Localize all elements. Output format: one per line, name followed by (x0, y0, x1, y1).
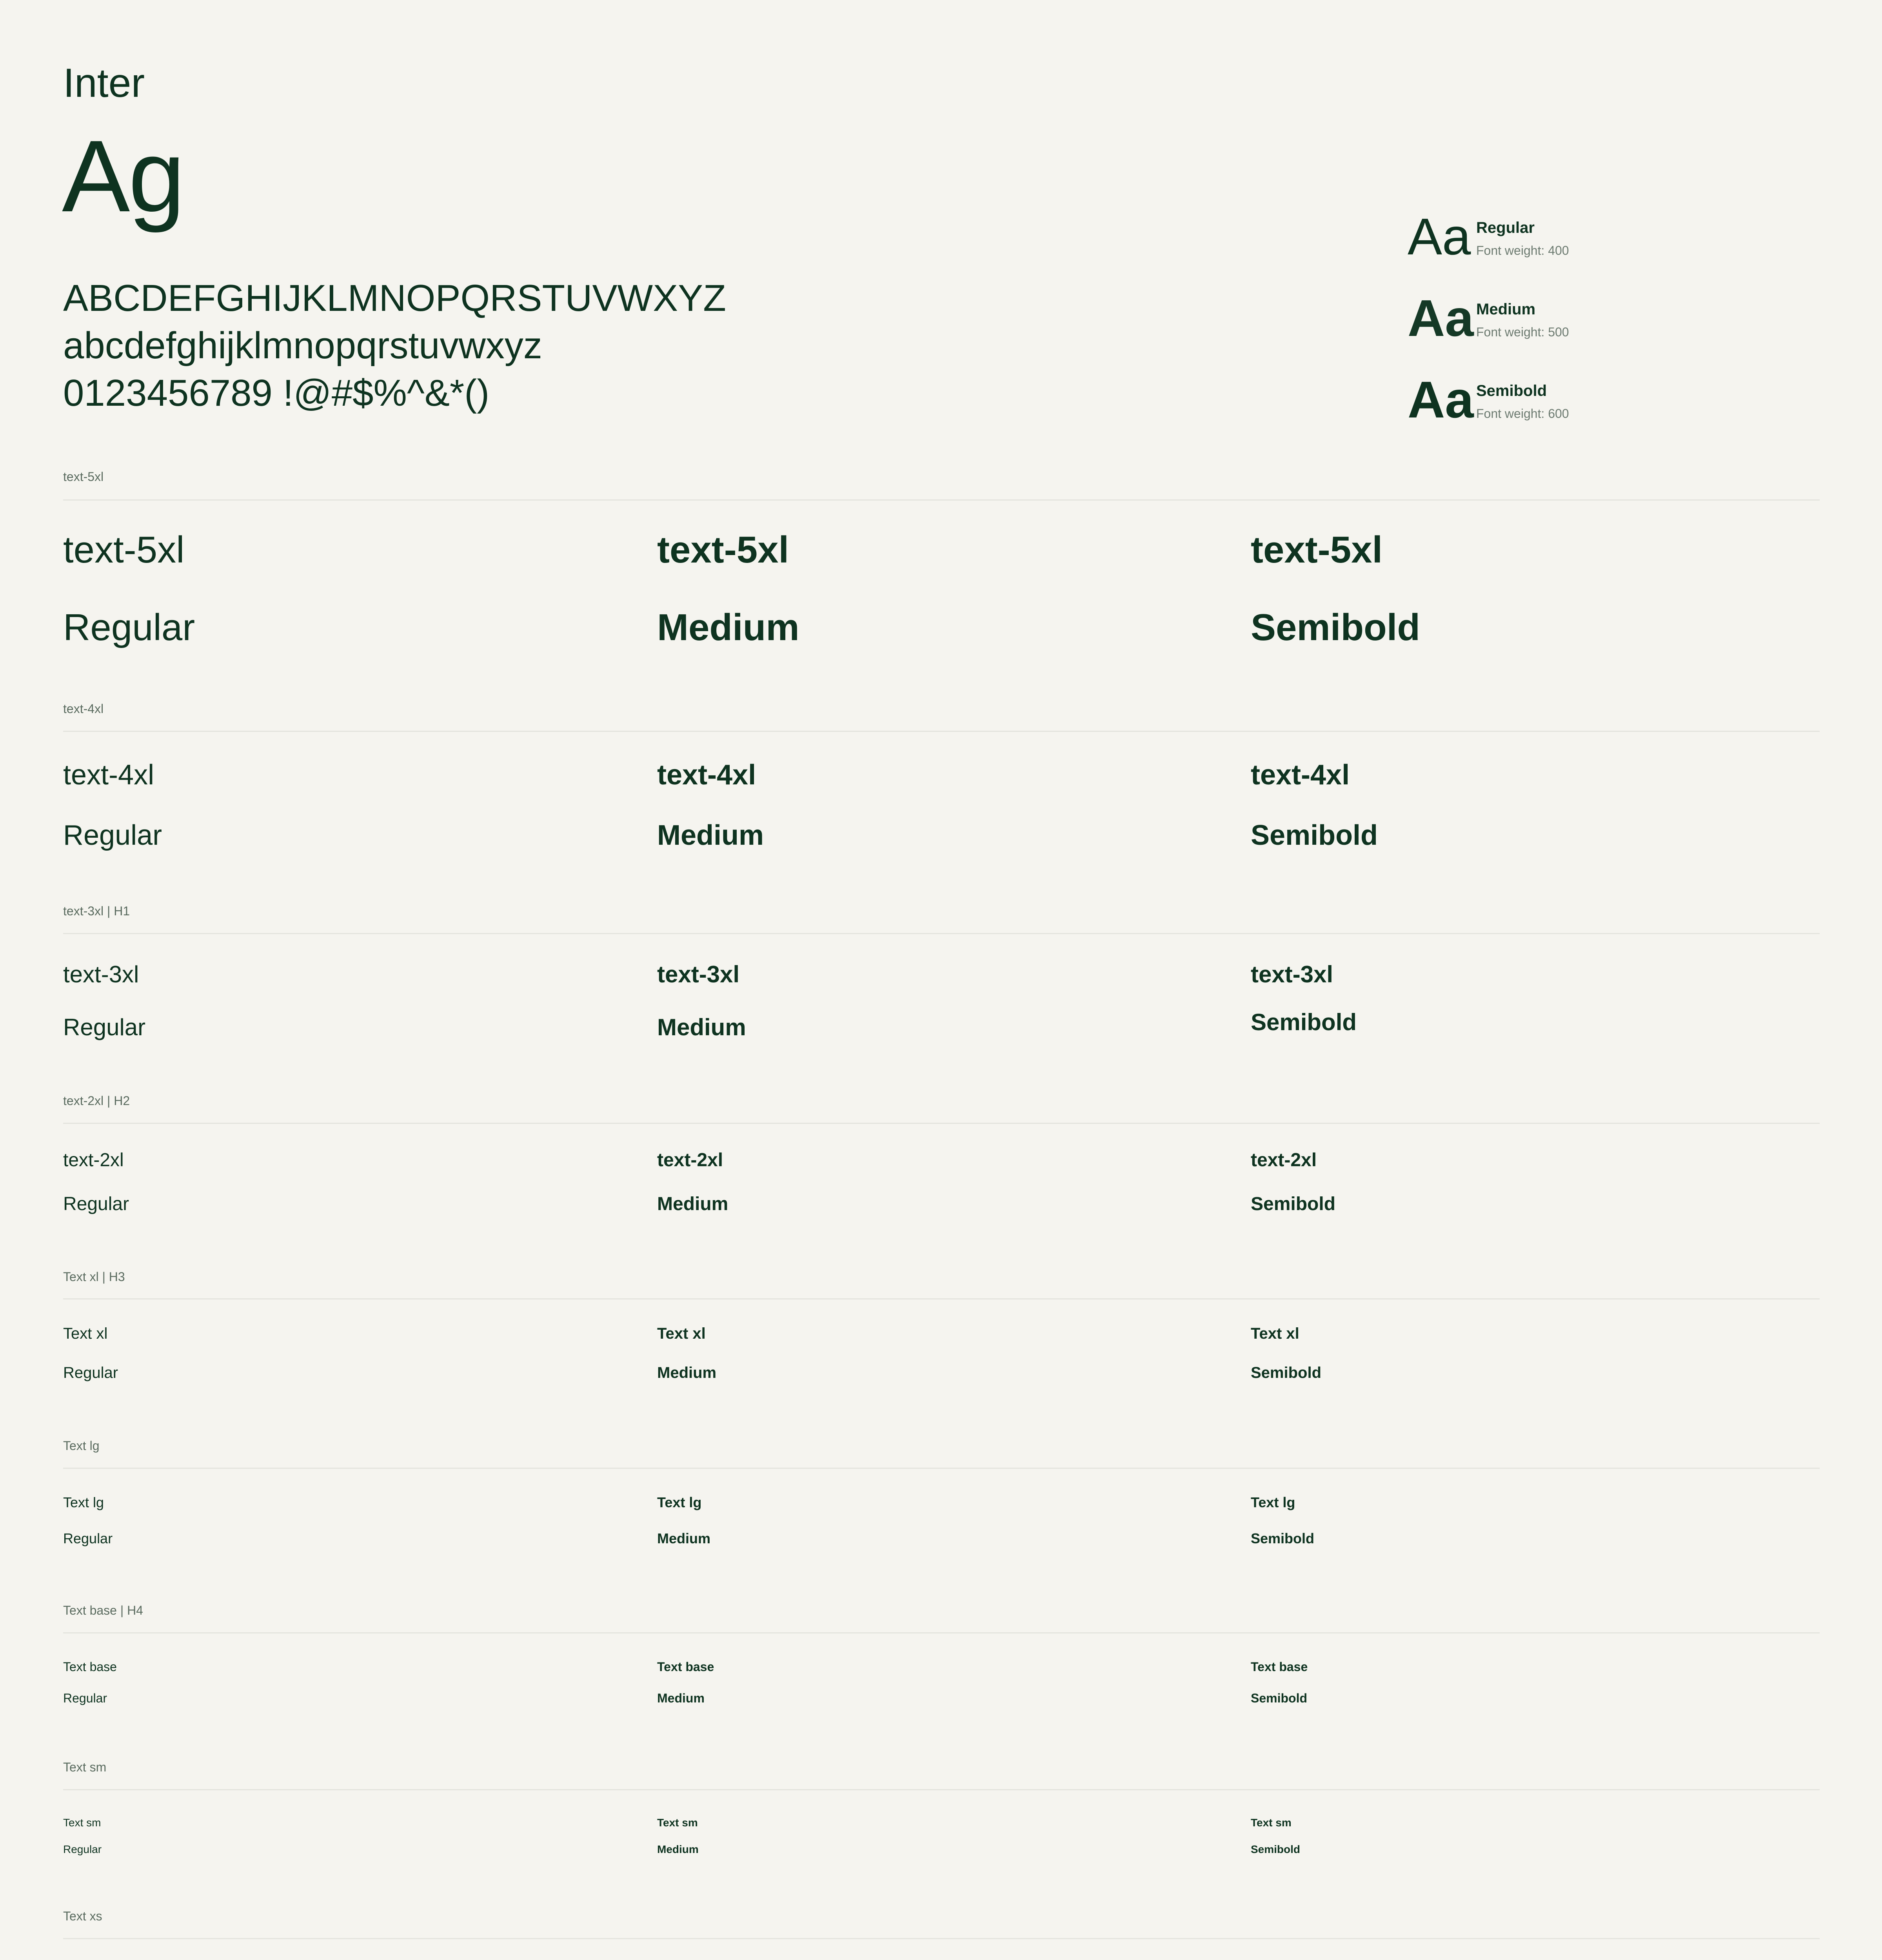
weight-regular (1408, 196, 1569, 278)
weight-name-medium: Medium (657, 1364, 717, 1381)
sample-semibold: Text xl (1251, 1325, 1299, 1342)
weight-name-regular: Regular (63, 1530, 113, 1546)
weight-name-regular: Regular (63, 606, 195, 648)
weight-name-medium: Medium (657, 1530, 711, 1546)
weight-semibold (1408, 359, 1569, 441)
weight-name-semibold: Semibold (1251, 1843, 1301, 1855)
charset-uppercase: ABCDEFGHIJKLMNOPQRSTUVWXYZ (63, 277, 726, 319)
sample-semibold: Text sm (1251, 1817, 1292, 1829)
section-label-text-lg: Text lg (63, 1439, 100, 1453)
divider (63, 499, 1820, 501)
weight-name-regular: Regular (63, 1014, 146, 1040)
weight-value: Font weight: 600 (1476, 407, 1569, 421)
divider (63, 1938, 1820, 1939)
weight-name-semibold: Semibold (1251, 1530, 1315, 1546)
section-label-text-3xl: text-3xl | H1 (63, 904, 130, 918)
section-label-text-xs: Text xs (63, 1909, 102, 1923)
sample-regular: Text lg (63, 1494, 104, 1510)
sample-medium: text-4xl (657, 759, 756, 791)
sample-regular: text-4xl (63, 759, 154, 791)
divider (63, 1632, 1820, 1633)
sample-semibold: text-2xl (1251, 1150, 1317, 1171)
sample-regular: text-2xl (63, 1150, 124, 1171)
charset-numerals-symbols: 0123456789 !@#$%^&*() (63, 372, 490, 414)
weight-name-semibold: Semibold (1251, 606, 1421, 648)
weight-name-regular: Regular (63, 1843, 102, 1855)
charset (63, 274, 726, 417)
weight-name-semibold: Semibold (1251, 1194, 1336, 1214)
section-label-text-5xl: text-5xl (63, 470, 104, 484)
divider (63, 1298, 1820, 1299)
sample-semibold: text-5xl (1251, 529, 1383, 571)
weight-name-regular: Regular (63, 1691, 107, 1705)
font-name: Inter (63, 60, 145, 106)
divider (63, 933, 1820, 934)
weight-name-medium: Medium (657, 1014, 746, 1040)
divider (63, 1468, 1820, 1469)
weight-medium (1408, 278, 1569, 359)
section-label-text-sm: Text sm (63, 1760, 107, 1774)
sample-regular: Text sm (63, 1817, 101, 1829)
weight-name-regular: Regular (63, 1364, 118, 1381)
sample-medium: Text sm (657, 1817, 698, 1829)
weight-sample: Aa (1408, 208, 1471, 265)
weight-name-semibold: Semibold (1251, 1364, 1322, 1381)
sample-regular: text-3xl (63, 961, 139, 987)
weight-value: Font weight: 500 (1476, 325, 1569, 339)
sample-semibold: text-3xl (1251, 961, 1333, 987)
charset-lowercase: abcdefghijklmnopqrstuvwxyz (63, 325, 542, 367)
divider (63, 731, 1820, 732)
section-label-text-2xl: text-2xl | H2 (63, 1094, 130, 1108)
section-label-text-xl: Text xl | H3 (63, 1270, 125, 1284)
section-label-text-4xl: text-4xl (63, 702, 104, 716)
sample-regular: Text base (63, 1660, 117, 1674)
weight-name-medium: Medium (657, 606, 799, 648)
sample-regular: text-5xl (63, 529, 185, 571)
weight-name-semibold: Semibold (1251, 1009, 1357, 1035)
sample-medium: Text lg (657, 1494, 702, 1510)
weight-name-regular: Regular (63, 820, 162, 851)
weight-name-medium: Medium (657, 1843, 699, 1855)
weight-name-semibold: Semibold (1251, 820, 1378, 851)
sample-medium: text-2xl (657, 1150, 723, 1171)
weight-name-regular: Regular (63, 1194, 129, 1214)
weight-label: Medium (1476, 301, 1536, 318)
weight-name-medium: Medium (657, 820, 764, 851)
glyph-sample: Ag (62, 120, 184, 233)
weight-legend (1408, 196, 1569, 441)
weight-label: Regular (1476, 219, 1535, 236)
sample-medium: text-5xl (657, 529, 789, 571)
sample-semibold: Text base (1251, 1660, 1308, 1674)
weight-sample: Aa (1408, 289, 1474, 347)
sample-semibold: Text lg (1251, 1494, 1295, 1510)
sample-medium: Text xl (657, 1325, 706, 1342)
weight-name-medium: Medium (657, 1691, 705, 1705)
divider (63, 1789, 1820, 1790)
sample-medium: text-3xl (657, 961, 740, 987)
sample-semibold: text-4xl (1251, 759, 1350, 791)
weight-name-medium: Medium (657, 1194, 728, 1214)
weight-label: Semibold (1476, 382, 1547, 399)
divider (63, 1123, 1820, 1124)
sample-regular: Text xl (63, 1325, 108, 1342)
weight-value: Font weight: 400 (1476, 243, 1569, 258)
section-label-text-base: Text base | H4 (63, 1603, 143, 1617)
weight-sample: Aa (1408, 371, 1474, 428)
sample-medium: Text base (657, 1660, 714, 1674)
weight-name-semibold: Semibold (1251, 1691, 1308, 1705)
